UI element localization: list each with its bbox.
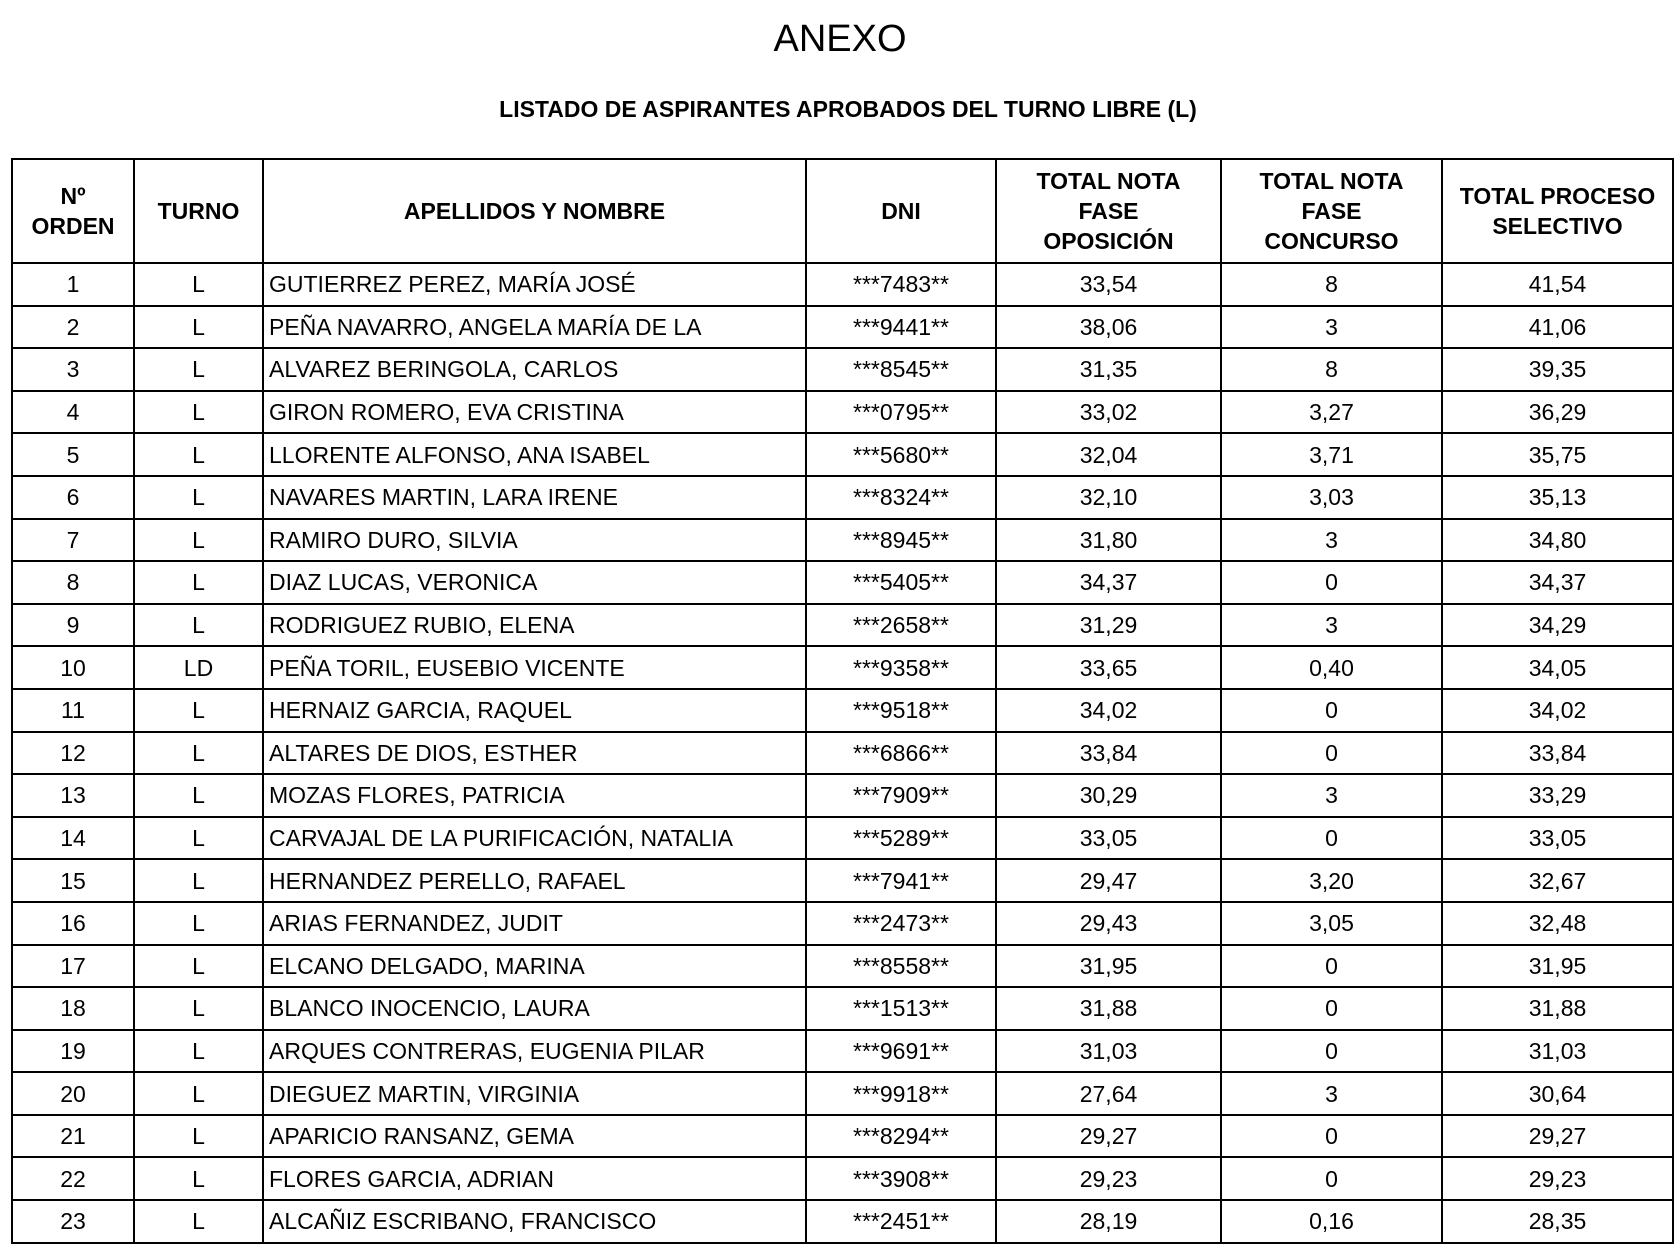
table-row	[12, 306, 1673, 349]
cell-orden: 13	[12, 774, 134, 817]
cell-concurso: 3	[1221, 604, 1442, 647]
cell-concurso: 3	[1221, 519, 1442, 562]
cell-concurso: 0	[1221, 1115, 1442, 1158]
table-row	[12, 348, 1673, 391]
column-header-line: TOTAL NOTA	[1036, 168, 1181, 194]
cell-orden: 5	[12, 433, 134, 476]
cell-total: 39,35	[1442, 348, 1673, 391]
cell-nombre: DIAZ LUCAS, VERONICA	[263, 561, 806, 604]
cell-oposicion: 32,10	[996, 476, 1221, 519]
cell-dni: ***9441**	[806, 306, 996, 349]
table-row	[12, 433, 1673, 476]
cell-concurso: 3,71	[1221, 433, 1442, 476]
cell-oposicion: 34,37	[996, 561, 1221, 604]
cell-oposicion: 33,54	[996, 263, 1221, 306]
table-row	[12, 817, 1673, 860]
results-table	[11, 158, 1674, 1244]
cell-dni: ***0795**	[806, 391, 996, 434]
table-row	[12, 902, 1673, 945]
header-total-concurso	[1221, 159, 1442, 263]
cell-nombre: FLORES GARCIA, ADRIAN	[263, 1157, 806, 1200]
cell-dni: ***7909**	[806, 774, 996, 817]
cell-turno: L	[134, 1030, 263, 1073]
cell-total: 34,02	[1442, 689, 1673, 732]
cell-orden: 16	[12, 902, 134, 945]
cell-oposicion: 27,64	[996, 1072, 1221, 1115]
column-header-line: TOTAL PROCESO	[1459, 183, 1656, 209]
cell-oposicion: 28,19	[996, 1200, 1221, 1243]
table-row	[12, 732, 1673, 775]
cell-nombre: ARQUES CONTRERAS, EUGENIA PILAR	[263, 1030, 806, 1073]
cell-oposicion: 33,05	[996, 817, 1221, 860]
cell-nombre: ALTARES DE DIOS, ESTHER	[263, 732, 806, 775]
header-turno	[134, 159, 263, 263]
cell-orden: 18	[12, 987, 134, 1030]
cell-turno: L	[134, 476, 263, 519]
cell-oposicion: 29,27	[996, 1115, 1221, 1158]
table-row	[12, 1030, 1673, 1073]
cell-concurso: 0,40	[1221, 646, 1442, 689]
cell-dni: ***8545**	[806, 348, 996, 391]
cell-dni: ***5289**	[806, 817, 996, 860]
cell-concurso: 0	[1221, 561, 1442, 604]
cell-dni: ***9518**	[806, 689, 996, 732]
cell-total: 29,27	[1442, 1115, 1673, 1158]
cell-dni: ***6866**	[806, 732, 996, 775]
cell-total: 41,54	[1442, 263, 1673, 306]
cell-turno: L	[134, 519, 263, 562]
cell-dni: ***8294**	[806, 1115, 996, 1158]
cell-total: 32,67	[1442, 859, 1673, 902]
cell-oposicion: 31,95	[996, 945, 1221, 988]
column-header-line: OPOSICIÓN	[1043, 228, 1174, 254]
table-row	[12, 1115, 1673, 1158]
column-header-line: SELECTIVO	[1492, 213, 1623, 239]
cell-oposicion: 31,35	[996, 348, 1221, 391]
cell-turno: L	[134, 604, 263, 647]
cell-total: 34,29	[1442, 604, 1673, 647]
cell-total: 35,75	[1442, 433, 1673, 476]
cell-turno: L	[134, 561, 263, 604]
cell-turno: L	[134, 348, 263, 391]
cell-dni: ***2473**	[806, 902, 996, 945]
document-subtitle: LISTADO DE ASPIRANTES APROBADOS DEL TURNO LIBRE (L)	[499, 96, 1197, 122]
cell-nombre: DIEGUEZ MARTIN, VIRGINIA	[263, 1072, 806, 1115]
document-title: ANEXO	[773, 18, 907, 60]
cell-total: 33,05	[1442, 817, 1673, 860]
table-row	[12, 1157, 1673, 1200]
cell-dni: ***9691**	[806, 1030, 996, 1073]
cell-total: 36,29	[1442, 391, 1673, 434]
cell-oposicion: 29,47	[996, 859, 1221, 902]
table-row	[12, 561, 1673, 604]
cell-nombre: MOZAS FLORES, PATRICIA	[263, 774, 806, 817]
column-header-line: ORDEN	[31, 213, 115, 239]
cell-dni: ***5405**	[806, 561, 996, 604]
cell-total: 31,95	[1442, 945, 1673, 988]
header-orden	[12, 159, 134, 263]
cell-total: 34,37	[1442, 561, 1673, 604]
column-header-line: DNI	[881, 198, 921, 224]
cell-total: 31,88	[1442, 987, 1673, 1030]
cell-concurso: 0,16	[1221, 1200, 1442, 1243]
cell-concurso: 0	[1221, 732, 1442, 775]
cell-orden: 9	[12, 604, 134, 647]
cell-dni: ***2658**	[806, 604, 996, 647]
header-total-oposicion	[996, 159, 1221, 263]
cell-oposicion: 38,06	[996, 306, 1221, 349]
cell-turno: L	[134, 1200, 263, 1243]
column-header-line: FASE	[1078, 198, 1139, 224]
cell-total: 28,35	[1442, 1200, 1673, 1243]
cell-orden: 20	[12, 1072, 134, 1115]
cell-oposicion: 30,29	[996, 774, 1221, 817]
cell-turno: L	[134, 987, 263, 1030]
cell-orden: 15	[12, 859, 134, 902]
cell-turno: L	[134, 1157, 263, 1200]
cell-concurso: 3	[1221, 306, 1442, 349]
cell-nombre: RODRIGUEZ RUBIO, ELENA	[263, 604, 806, 647]
cell-turno: L	[134, 689, 263, 732]
cell-turno: L	[134, 732, 263, 775]
cell-concurso: 3,20	[1221, 859, 1442, 902]
cell-nombre: ELCANO DELGADO, MARINA	[263, 945, 806, 988]
cell-dni: ***1513**	[806, 987, 996, 1030]
cell-dni: ***5680**	[806, 433, 996, 476]
table-row	[12, 263, 1673, 306]
cell-concurso: 3	[1221, 1072, 1442, 1115]
cell-total: 33,29	[1442, 774, 1673, 817]
cell-nombre: ALVAREZ BERINGOLA, CARLOS	[263, 348, 806, 391]
cell-dni: ***7941**	[806, 859, 996, 902]
cell-orden: 23	[12, 1200, 134, 1243]
cell-dni: ***9918**	[806, 1072, 996, 1115]
cell-concurso: 3,03	[1221, 476, 1442, 519]
cell-dni: ***3908**	[806, 1157, 996, 1200]
cell-concurso: 3	[1221, 774, 1442, 817]
column-header-line: FASE	[1301, 198, 1362, 224]
table-row	[12, 604, 1673, 647]
cell-orden: 12	[12, 732, 134, 775]
cell-oposicion: 31,88	[996, 987, 1221, 1030]
cell-nombre: ARIAS FERNANDEZ, JUDIT	[263, 902, 806, 945]
cell-dni: ***9358**	[806, 646, 996, 689]
cell-concurso: 8	[1221, 263, 1442, 306]
cell-turno: L	[134, 859, 263, 902]
table-row	[12, 987, 1673, 1030]
table-row	[12, 689, 1673, 732]
cell-orden: 14	[12, 817, 134, 860]
cell-oposicion: 34,02	[996, 689, 1221, 732]
cell-orden: 2	[12, 306, 134, 349]
table-body	[12, 263, 1673, 1243]
cell-orden: 10	[12, 646, 134, 689]
table-row	[12, 945, 1673, 988]
table-row	[12, 1072, 1673, 1115]
cell-nombre: HERNANDEZ PERELLO, RAFAEL	[263, 859, 806, 902]
cell-oposicion: 29,43	[996, 902, 1221, 945]
cell-orden: 21	[12, 1115, 134, 1158]
cell-total: 34,05	[1442, 646, 1673, 689]
table-row	[12, 1200, 1673, 1243]
table-row	[12, 519, 1673, 562]
cell-total: 33,84	[1442, 732, 1673, 775]
cell-oposicion: 33,84	[996, 732, 1221, 775]
cell-nombre: PEÑA TORIL, EUSEBIO VICENTE	[263, 646, 806, 689]
cell-nombre: ALCAÑIZ ESCRIBANO, FRANCISCO	[263, 1200, 806, 1243]
cell-orden: 7	[12, 519, 134, 562]
table-row	[12, 476, 1673, 519]
cell-oposicion: 33,65	[996, 646, 1221, 689]
column-header-line: Nº	[60, 183, 86, 209]
cell-orden: 3	[12, 348, 134, 391]
cell-total: 41,06	[1442, 306, 1673, 349]
cell-orden: 1	[12, 263, 134, 306]
column-header-line: TOTAL NOTA	[1259, 168, 1404, 194]
cell-concurso: 0	[1221, 987, 1442, 1030]
cell-total: 29,23	[1442, 1157, 1673, 1200]
cell-oposicion: 33,02	[996, 391, 1221, 434]
column-header-line: CONCURSO	[1264, 228, 1399, 254]
cell-nombre: LLORENTE ALFONSO, ANA ISABEL	[263, 433, 806, 476]
cell-orden: 19	[12, 1030, 134, 1073]
cell-oposicion: 31,29	[996, 604, 1221, 647]
cell-total: 32,48	[1442, 902, 1673, 945]
cell-turno: L	[134, 902, 263, 945]
cell-nombre: CARVAJAL DE LA PURIFICACIÓN, NATALIA	[263, 817, 806, 860]
cell-oposicion: 31,03	[996, 1030, 1221, 1073]
cell-oposicion: 31,80	[996, 519, 1221, 562]
cell-nombre: HERNAIZ GARCIA, RAQUEL	[263, 689, 806, 732]
cell-total: 34,80	[1442, 519, 1673, 562]
cell-concurso: 8	[1221, 348, 1442, 391]
cell-orden: 11	[12, 689, 134, 732]
cell-turno: L	[134, 945, 263, 988]
cell-total: 30,64	[1442, 1072, 1673, 1115]
cell-nombre: RAMIRO DURO, SILVIA	[263, 519, 806, 562]
cell-nombre: APARICIO RANSANZ, GEMA	[263, 1115, 806, 1158]
cell-oposicion: 32,04	[996, 433, 1221, 476]
cell-concurso: 0	[1221, 689, 1442, 732]
cell-turno: L	[134, 391, 263, 434]
cell-nombre: BLANCO INOCENCIO, LAURA	[263, 987, 806, 1030]
cell-concurso: 3,27	[1221, 391, 1442, 434]
column-header-line: TURNO	[157, 198, 240, 224]
cell-orden: 17	[12, 945, 134, 988]
cell-concurso: 3,05	[1221, 902, 1442, 945]
cell-dni: ***7483**	[806, 263, 996, 306]
cell-turno: L	[134, 433, 263, 476]
table-row	[12, 859, 1673, 902]
cell-dni: ***8324**	[806, 476, 996, 519]
table-row	[12, 646, 1673, 689]
cell-orden: 6	[12, 476, 134, 519]
cell-dni: ***8945**	[806, 519, 996, 562]
cell-turno: L	[134, 817, 263, 860]
cell-orden: 22	[12, 1157, 134, 1200]
cell-dni: ***2451**	[806, 1200, 996, 1243]
cell-nombre: PEÑA NAVARRO, ANGELA MARÍA DE LA	[263, 306, 806, 349]
cell-oposicion: 29,23	[996, 1157, 1221, 1200]
cell-concurso: 0	[1221, 1030, 1442, 1073]
table-row	[12, 391, 1673, 434]
cell-turno: L	[134, 1115, 263, 1158]
cell-dni: ***8558**	[806, 945, 996, 988]
cell-nombre: NAVARES MARTIN, LARA IRENE	[263, 476, 806, 519]
cell-concurso: 0	[1221, 1157, 1442, 1200]
cell-turno: L	[134, 306, 263, 349]
cell-turno: L	[134, 1072, 263, 1115]
cell-nombre: GUTIERREZ PEREZ, MARÍA JOSÉ	[263, 263, 806, 306]
cell-orden: 4	[12, 391, 134, 434]
cell-turno: LD	[134, 646, 263, 689]
header-apellidos-nombre	[263, 159, 806, 263]
cell-total: 35,13	[1442, 476, 1673, 519]
table-row	[12, 774, 1673, 817]
column-header-line: APELLIDOS Y NOMBRE	[403, 198, 666, 224]
cell-turno: L	[134, 774, 263, 817]
cell-concurso: 0	[1221, 945, 1442, 988]
table-header-row	[12, 159, 1673, 263]
header-dni	[806, 159, 996, 263]
cell-orden: 8	[12, 561, 134, 604]
header-total-proceso	[1442, 159, 1673, 263]
cell-concurso: 0	[1221, 817, 1442, 860]
cell-nombre: GIRON ROMERO, EVA CRISTINA	[263, 391, 806, 434]
cell-total: 31,03	[1442, 1030, 1673, 1073]
cell-turno: L	[134, 263, 263, 306]
